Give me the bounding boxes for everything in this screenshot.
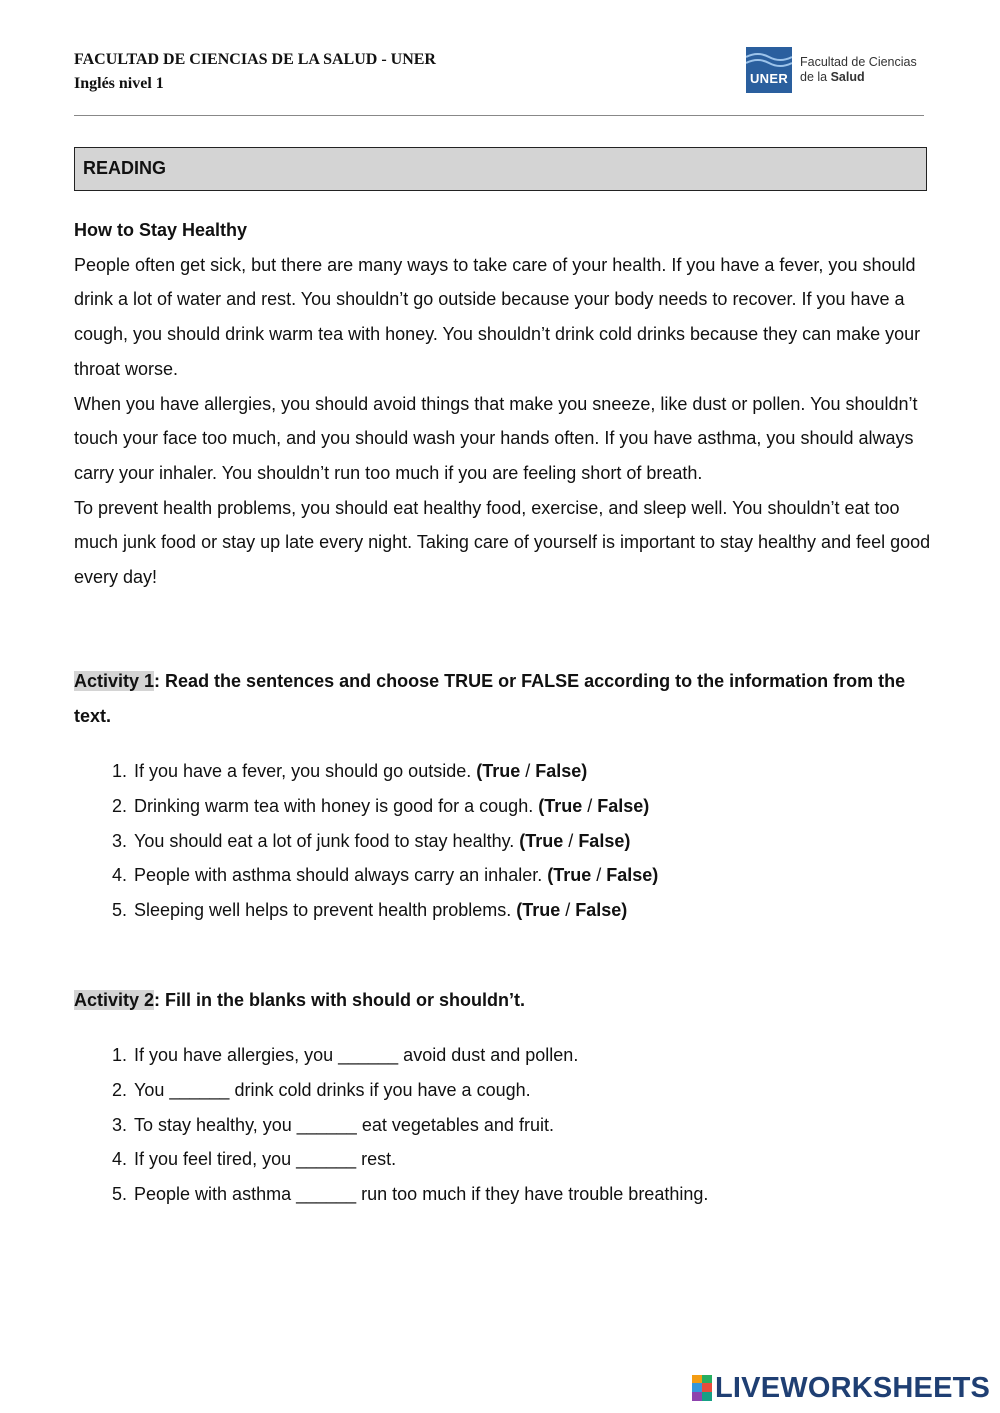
logo-line-2-prefix: de la bbox=[800, 70, 831, 84]
item-text bbox=[134, 754, 587, 789]
uner-logo-mark bbox=[746, 47, 792, 93]
section-title: READING bbox=[83, 158, 167, 178]
item-number: 4. bbox=[111, 865, 127, 886]
true-option[interactable]: (True bbox=[519, 830, 564, 851]
activity-2-instruction: : Fill in the blanks with should or shouldn’t. bbox=[154, 990, 526, 1010]
list-item bbox=[74, 789, 934, 824]
item-text bbox=[134, 858, 658, 893]
list-item bbox=[74, 1038, 934, 1073]
item-number: 1. bbox=[111, 761, 127, 781]
sentence: If you have a fever, you should go outside. bbox=[134, 761, 477, 781]
list-item bbox=[74, 824, 934, 859]
false-option[interactable]: False) bbox=[578, 830, 631, 851]
institution-name: FACULTAD DE CIENCIAS DE LA SALUD - UNER bbox=[74, 51, 436, 68]
reading-title: How to Stay Healthy bbox=[74, 220, 248, 240]
logo-tile bbox=[702, 1375, 712, 1383]
list-item bbox=[74, 893, 934, 928]
list-item bbox=[74, 754, 934, 789]
false-option[interactable]: False) bbox=[575, 900, 628, 921]
item-number: 4. bbox=[111, 1149, 127, 1170]
list-item bbox=[74, 1142, 934, 1177]
reading-paragraph-3: To prevent health problems, you should eat healthy food, exercise, and sleep well. You shouldn’t eat too much junk food or stay up late every night. Taking care of yourself is important to stay healthy and feel good every day! bbox=[74, 497, 931, 588]
activity-1-heading bbox=[74, 664, 934, 733]
activity-2-heading bbox=[74, 983, 934, 1018]
option-separator: / bbox=[560, 900, 576, 921]
liveworksheets-logo-icon bbox=[692, 1375, 712, 1401]
false-option[interactable]: False) bbox=[597, 795, 650, 816]
reading-paragraph-1: People often get sick, but there are many ways to take care of your health. If you have a fever, you should drink a lot of water and rest. You shouldn’t go outside because your body needs to recover. If you have a cough, you should drink warm tea with honey. You shouldn’t drink cold drinks because they can make your throat worse. bbox=[74, 254, 921, 379]
false-option[interactable]: False) bbox=[606, 865, 659, 886]
item-text[interactable]: If you have allergies, you ______ avoid dust and pollen. bbox=[134, 1045, 579, 1065]
logo-line-2 bbox=[800, 70, 917, 85]
activity-2-label: Activity 2 bbox=[74, 990, 155, 1010]
false-option[interactable]: False) bbox=[535, 761, 588, 781]
item-number: 1. bbox=[111, 1045, 127, 1065]
option-separator: / bbox=[582, 795, 598, 816]
header-divider bbox=[74, 115, 924, 116]
list-item bbox=[74, 858, 934, 893]
activity-1-list bbox=[74, 754, 934, 928]
item-text bbox=[134, 789, 649, 824]
logo-line-1: Facultad de Ciencias bbox=[800, 55, 917, 69]
item-number: 5. bbox=[111, 900, 127, 921]
option-separator: / bbox=[591, 865, 607, 886]
true-option[interactable]: (True bbox=[516, 900, 561, 921]
activity-1-label: Activity 1 bbox=[74, 671, 155, 691]
logo-tile bbox=[692, 1375, 702, 1383]
item-number: 2. bbox=[111, 795, 127, 816]
item-text[interactable]: To stay healthy, you ______ eat vegetables and fruit. bbox=[134, 1114, 554, 1135]
wave-icon bbox=[746, 51, 792, 69]
item-number: 5. bbox=[111, 1184, 127, 1205]
true-option[interactable]: (True bbox=[547, 865, 592, 886]
logo-mark-text: UNER bbox=[749, 71, 789, 86]
list-item bbox=[74, 1177, 934, 1212]
logo-line-2-bold: Salud bbox=[830, 70, 865, 84]
reading-paragraph-2: When you have allergies, you should avoid things that make you sneeze, like dust or pollen. You shouldn’t touch your face too much, and you should wash your hands often. If you have asthma, you should always carry your inhaler. You shouldn’t run too much if you are feeling short of breath. bbox=[74, 393, 918, 483]
true-option[interactable]: (True bbox=[538, 795, 583, 816]
true-option[interactable]: (True bbox=[476, 761, 521, 781]
sentence: Sleeping well helps to prevent health problems. bbox=[134, 900, 517, 921]
option-separator: / bbox=[563, 830, 579, 851]
item-text[interactable]: You ______ drink cold drinks if you have a cough. bbox=[134, 1079, 531, 1100]
list-item bbox=[74, 1108, 934, 1143]
activity-1-instruction: : Read the sentences and choose TRUE or FALSE according to the information from the text. bbox=[74, 671, 906, 726]
sentence: People with asthma should always carry an inhaler. bbox=[134, 865, 548, 886]
logo-text bbox=[800, 55, 917, 85]
logo-tile bbox=[692, 1383, 702, 1392]
item-text[interactable]: If you feel tired, you ______ rest. bbox=[134, 1149, 397, 1170]
reading-text bbox=[74, 213, 934, 595]
item-number: 3. bbox=[111, 830, 127, 851]
course-name: Inglés nivel 1 bbox=[74, 75, 164, 92]
logo-tile bbox=[702, 1383, 712, 1392]
list-item bbox=[74, 1073, 934, 1108]
logo-tile bbox=[692, 1392, 702, 1401]
item-number: 3. bbox=[111, 1114, 127, 1135]
sentence: Drinking warm tea with honey is good for a cough. bbox=[134, 795, 539, 816]
item-text bbox=[134, 824, 630, 859]
liveworksheets-wordmark: LIVEWORKSHEETS bbox=[715, 1372, 991, 1404]
item-text bbox=[134, 893, 627, 928]
faculty-logo bbox=[746, 47, 917, 93]
activity-2-list bbox=[74, 1038, 934, 1212]
section-title-box bbox=[74, 147, 927, 191]
option-separator: / bbox=[520, 761, 536, 781]
item-text[interactable]: People with asthma ______ run too much if they have trouble breathing. bbox=[134, 1184, 709, 1205]
item-number: 2. bbox=[111, 1079, 127, 1100]
logo-tile bbox=[702, 1392, 712, 1401]
sentence: You should eat a lot of junk food to stay healthy. bbox=[134, 830, 520, 851]
liveworksheets-brand bbox=[692, 1372, 990, 1404]
